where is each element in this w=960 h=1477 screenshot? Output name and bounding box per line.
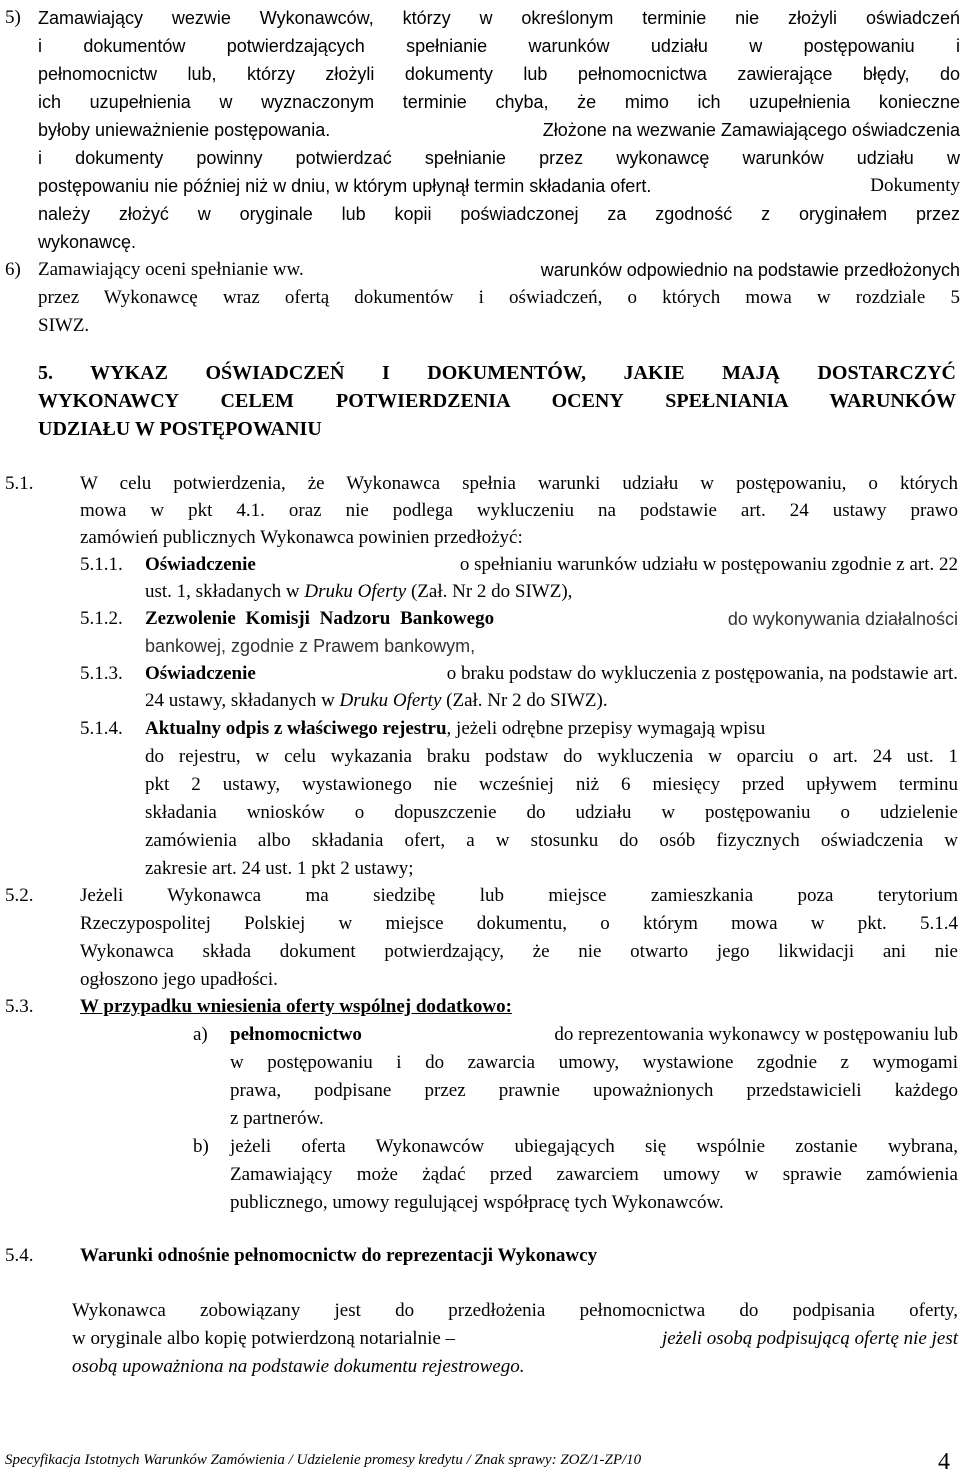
paragraph-line: zamówień publicznych Wykonawca powinien przedłożyć:: [80, 527, 523, 548]
text-span: warunków odpowiednio na podstawie przedłożonych: [540, 260, 960, 280]
text-span: o spełnianiu warunków udziału w postępowaniu zgodnie z art. 22: [459, 554, 958, 575]
section-number: 5.2.: [5, 885, 34, 906]
page-number: 4: [938, 1449, 950, 1475]
list-marker: b): [193, 1136, 209, 1157]
paragraph-line: należy złożyć w oryginale lub kopii poświadczonej za zgodność z oryginałem przez: [38, 204, 960, 224]
text-span: ust. 1, składanych w: [145, 581, 300, 602]
paragraph-line: zamówienia albo składania ofert, a w stosunku do osób fizycznych oświadczenia w: [145, 830, 958, 851]
bold-text: Oświadczenie: [145, 663, 256, 684]
section-number: 5.1.2.: [80, 608, 123, 629]
item-number: 5): [5, 7, 21, 28]
paragraph-line: [145, 715, 958, 743]
paragraph-line: Wykonawca składa dokument potwierdzający, że nie otwarto jego likwidacji ani nie: [80, 941, 958, 962]
paragraph-line: z partnerów.: [230, 1108, 324, 1129]
paragraph-line: osobą upoważniona na podstawie dokumentu rejestrowego.: [72, 1356, 525, 1377]
text-span: (Zał. Nr 2 do SIWZ).: [446, 690, 608, 711]
paragraph-line: Jeżeli Wykonawca ma siedzibę lub miejsce zamieszkania poza terytorium: [80, 885, 958, 906]
paragraph-line: do rejestru, w celu wykazania braku podstaw do wykluczenia w oparciu o art. 24 ust. 1: [145, 746, 958, 767]
text-span: postępowaniu nie później niż w dniu, w którym upłynął termin składania ofert.: [38, 176, 652, 196]
paragraph-line: [145, 551, 958, 579]
section-heading: 5. WYKAZ OŚWIADCZEŃ I DOKUMENTÓW, JAKIE MAJĄ DOSTARCZYĆ: [38, 362, 956, 384]
text-span: byłoby unieważnienie postępowania.: [38, 120, 331, 140]
paragraph-line: pkt 2 ustawy, wystawionego nie wcześniej niż 6 miesięcy przed upływem terminu: [145, 774, 958, 795]
paragraph-line: SIWZ.: [38, 315, 90, 336]
paragraph-line: prawa, podpisane przez prawnie upoważnionych przedstawicieli każdego: [230, 1080, 958, 1101]
paragraph-line: i dokumentów potwierdzających spełnianie warunków udziału w postępowaniu i: [38, 36, 960, 56]
section-number: 5.4.: [5, 1245, 34, 1266]
list-marker: a): [193, 1024, 208, 1045]
paragraph-line: jeżeli oferta Wykonawców ubiegających się wspólnie zostanie wybrana,: [230, 1136, 958, 1157]
section-heading: UDZIAŁU W POSTĘPOWANIU: [38, 418, 322, 440]
section-number: 5.1.4.: [80, 718, 123, 739]
text-span: Złożone na wezwanie Zamawiającego oświadczenia: [542, 120, 960, 140]
paragraph-line: przez Wykonawcę wraz ofertą dokumentów i oświadczeń, o których mowa w rozdziale 5: [38, 287, 960, 308]
paragraph-line: W celu potwierdzenia, że Wykonawca spełnia warunki udziału w postępowaniu, o których: [80, 473, 958, 494]
paragraph-line: publicznego, umowy regulującej współpracę tych Wykonawców.: [230, 1192, 724, 1213]
paragraph-line: wykonawcę.: [38, 232, 137, 252]
paragraph-line: mowa w pkt 4.1. oraz nie podlega wykluczeniu na podstawie art. 24 ustawy prawo: [80, 500, 958, 521]
paragraph-line: Wykonawca zobowiązany jest do przedłożenia pełnomocnictwa do podpisania oferty,: [72, 1300, 958, 1321]
section-number: 5.1.3.: [80, 663, 123, 684]
italic-text: Druku Oferty: [304, 581, 407, 602]
paragraph-line: [230, 1021, 958, 1049]
section-heading: WYKONAWCY CELEM POTWIERDZENIA OCENY SPEŁNIANIA WARUNKÓW: [38, 390, 956, 412]
section-number: 5.1.1.: [80, 554, 123, 575]
bold-text: Zezwolenie Komisji Nadzoru Bankowego: [145, 608, 495, 629]
section-number: 5.1.: [5, 473, 34, 494]
paragraph-line: [38, 116, 960, 144]
text-span: do reprezentowania wykonawcy w postępowaniu lub: [554, 1024, 958, 1045]
bold-text: Oświadczenie: [145, 554, 256, 575]
paragraph-line: w postępowaniu i do zawarcia umowy, wystawione zgodnie z wymogami: [230, 1052, 958, 1073]
bold-text: pełnomocnictwo: [230, 1024, 362, 1045]
paragraph-line: [38, 256, 960, 284]
paragraph-line: [72, 1325, 958, 1353]
text-span: Zamawiający oceni spełnianie ww.: [38, 259, 304, 280]
text-span: 24 ustawy, składanych w: [145, 690, 335, 711]
paragraph-line: [145, 578, 572, 606]
bold-text: Aktualny odpis z właściwego rejestru: [145, 718, 447, 739]
text-span: (Zał. Nr 2 do SIWZ),: [410, 581, 573, 602]
paragraph-line: Rzeczypospolitej Polskiej w miejsce dokumentu, o którym mowa w pkt. 5.1.4: [80, 913, 958, 934]
section-title: W przypadku wniesienia oferty wspólnej dodatkowo:: [80, 996, 512, 1017]
paragraph-line: [145, 660, 958, 688]
paragraph-line: bankowej, zgodnie z Prawem bankowym,: [145, 636, 476, 656]
italic-text: jeżeli osobą podpisującą ofertę nie jest: [661, 1328, 958, 1349]
paragraph-line: zakresie art. 24 ust. 1 pkt 2 ustawy;: [145, 858, 414, 879]
text-span: w oryginale albo kopię potwierdzoną notarialnie –: [72, 1328, 456, 1349]
paragraph-line: [145, 605, 958, 633]
item-number: 6): [5, 259, 21, 280]
paragraph-line: ogłoszono jego upadłości.: [80, 969, 278, 990]
paragraph-line: [38, 172, 960, 200]
paragraph-line: pełnomocnictw lub, którzy złożyli dokumenty lub pełnomocnictwa zawierające błędy, do: [38, 64, 960, 84]
text-span: o braku podstaw do wykluczenia z postępowania, na podstawie art.: [446, 663, 958, 684]
footer-text: Specyfikacja Istotnych Warunków Zamówienia / Udzielenie promesy kredytu / Znak sprawy: ZOZ/1-ZP/10: [5, 1452, 642, 1468]
paragraph-line: i dokumenty powinny potwierdzać spełnianie przez wykonawcę warunków udziału w: [38, 148, 960, 168]
paragraph-line: składania wniosków o dopuszczenie do udziału w postępowaniu o udzielenie: [145, 802, 958, 823]
italic-text: Druku Oferty: [339, 690, 442, 711]
section-number: 5.3.: [5, 996, 34, 1017]
text-span: do wykonywania działalności: [727, 609, 958, 629]
section-title: Warunki odnośnie pełnomocnictw do reprezentacji Wykonawcy: [80, 1245, 598, 1266]
text-span: , jeżeli odrębne przepisy wymagają wpisu: [446, 718, 766, 739]
text-span: Dokumenty: [870, 175, 960, 196]
paragraph-line: Zamawiający wezwie Wykonawców, którzy w określonym terminie nie złożyli oświadczeń: [38, 8, 960, 28]
paragraph-line: ich uzupełnienia w wyznaczonym terminie chyba, że mimo ich uzupełnienia konieczne: [38, 92, 960, 112]
paragraph-line: Zamawiający może żądać przed zawarciem umowy w sprawie zamówienia: [230, 1164, 958, 1185]
paragraph-line: [145, 687, 608, 715]
